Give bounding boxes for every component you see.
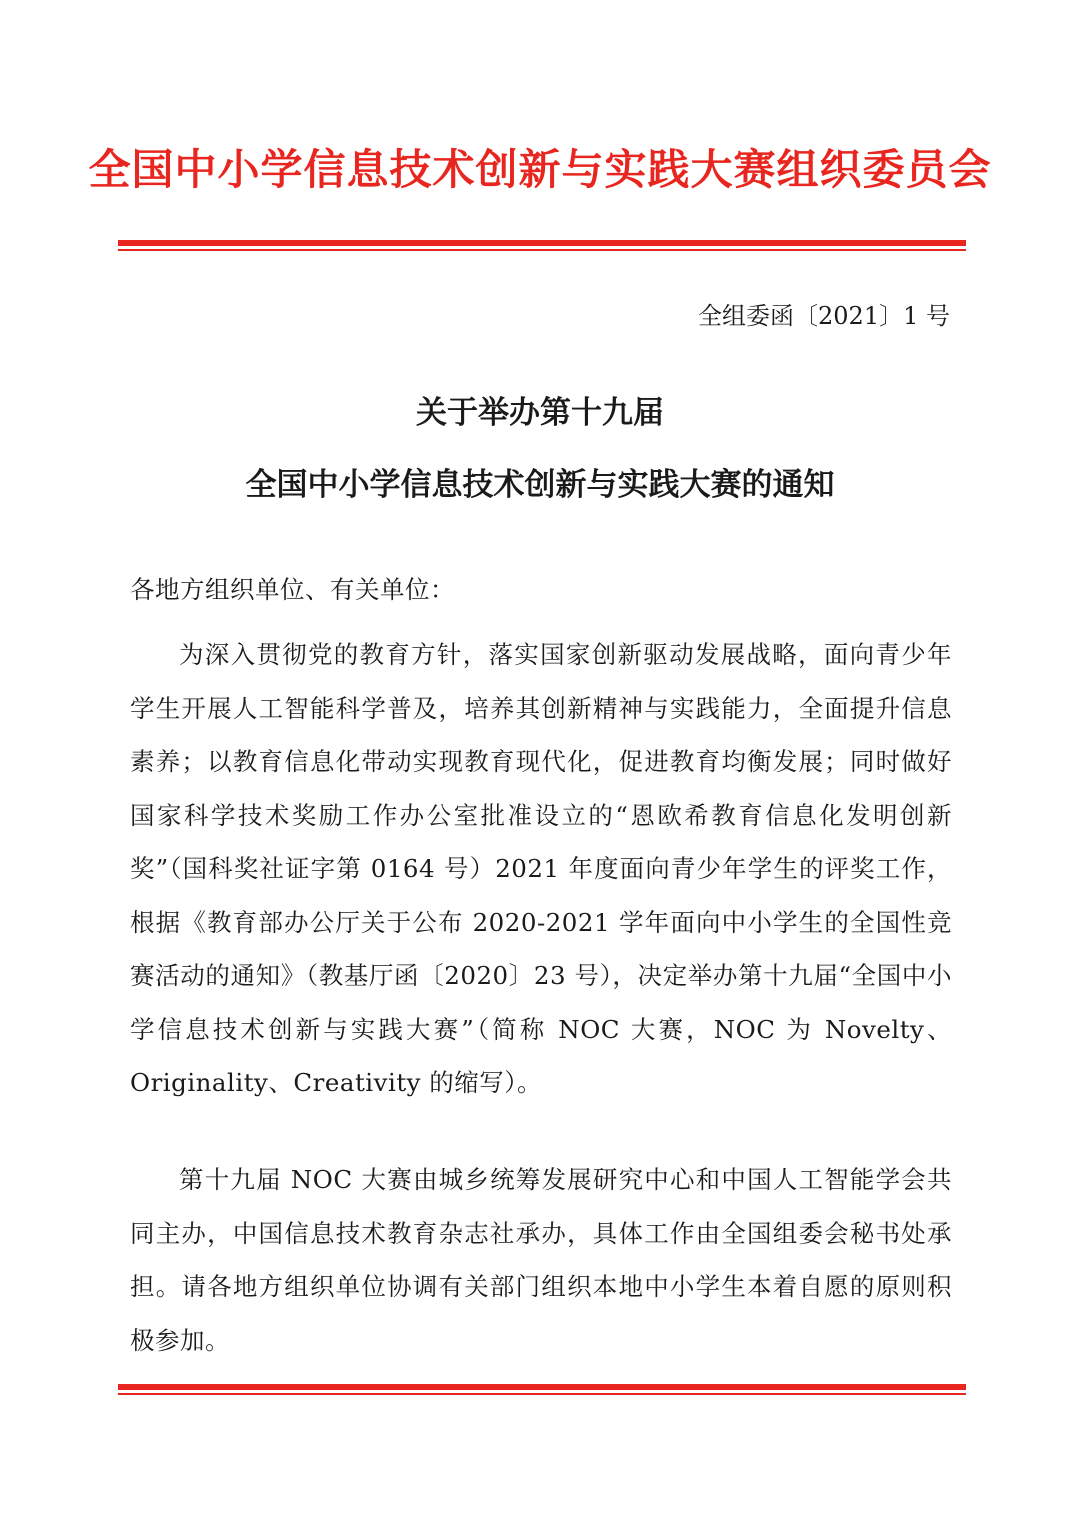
salutation: 各地方组织单位、有关单位： xyxy=(130,575,455,604)
letterhead-organization: 全国中小学信息技术创新与实践大赛组织委员会 xyxy=(88,145,992,194)
document-title-line-2: 全国中小学信息技术创新与实践大赛的通知 xyxy=(245,467,835,503)
document-number: 全组委函〔2021〕1 号 xyxy=(698,302,950,330)
footer-divider xyxy=(118,1384,966,1390)
body-paragraph: 第十九届 NOC 大赛由城乡统筹发展研究中心和中国人工智能学会共同主办，中国信息技术教育杂志社承办，具体工作由全国组委会秘书处承担。请各地方组织单位协调有关部门组织本地中小学生本着自愿的原则积极参加。 xyxy=(130,1165,952,1355)
body-paragraph: 为深入贯彻党的教育方针，落实国家创新驱动发展战略，面向青少年学生开展人工智能科学普及，培养其创新精神与实践能力，全面提升信息素养；以教育信息化带动实现教育现代化，促进教育均衡发展；同时做好国家科学技术奖励工作办公室批准设立的“恩欧希教育信息化发明创新奖”（国科奖社证字第 0164 号）2021 年度面向青少年学生的评奖工作，根据《教育部办公厅关于公布 2020-2021 学年面向中小学生的全国性竞赛活动的通知》（教基厅函〔2020〕23 号），决定举办第十九届“全国中小学信息技术创新与实践大赛”（简称 NOC 大赛，NOC 为 Novelty、Originality、Creativity 的缩写）。 xyxy=(130,640,952,1097)
document-title-line-1: 关于举办第十九届 xyxy=(416,395,664,431)
letterhead-divider xyxy=(118,240,966,246)
